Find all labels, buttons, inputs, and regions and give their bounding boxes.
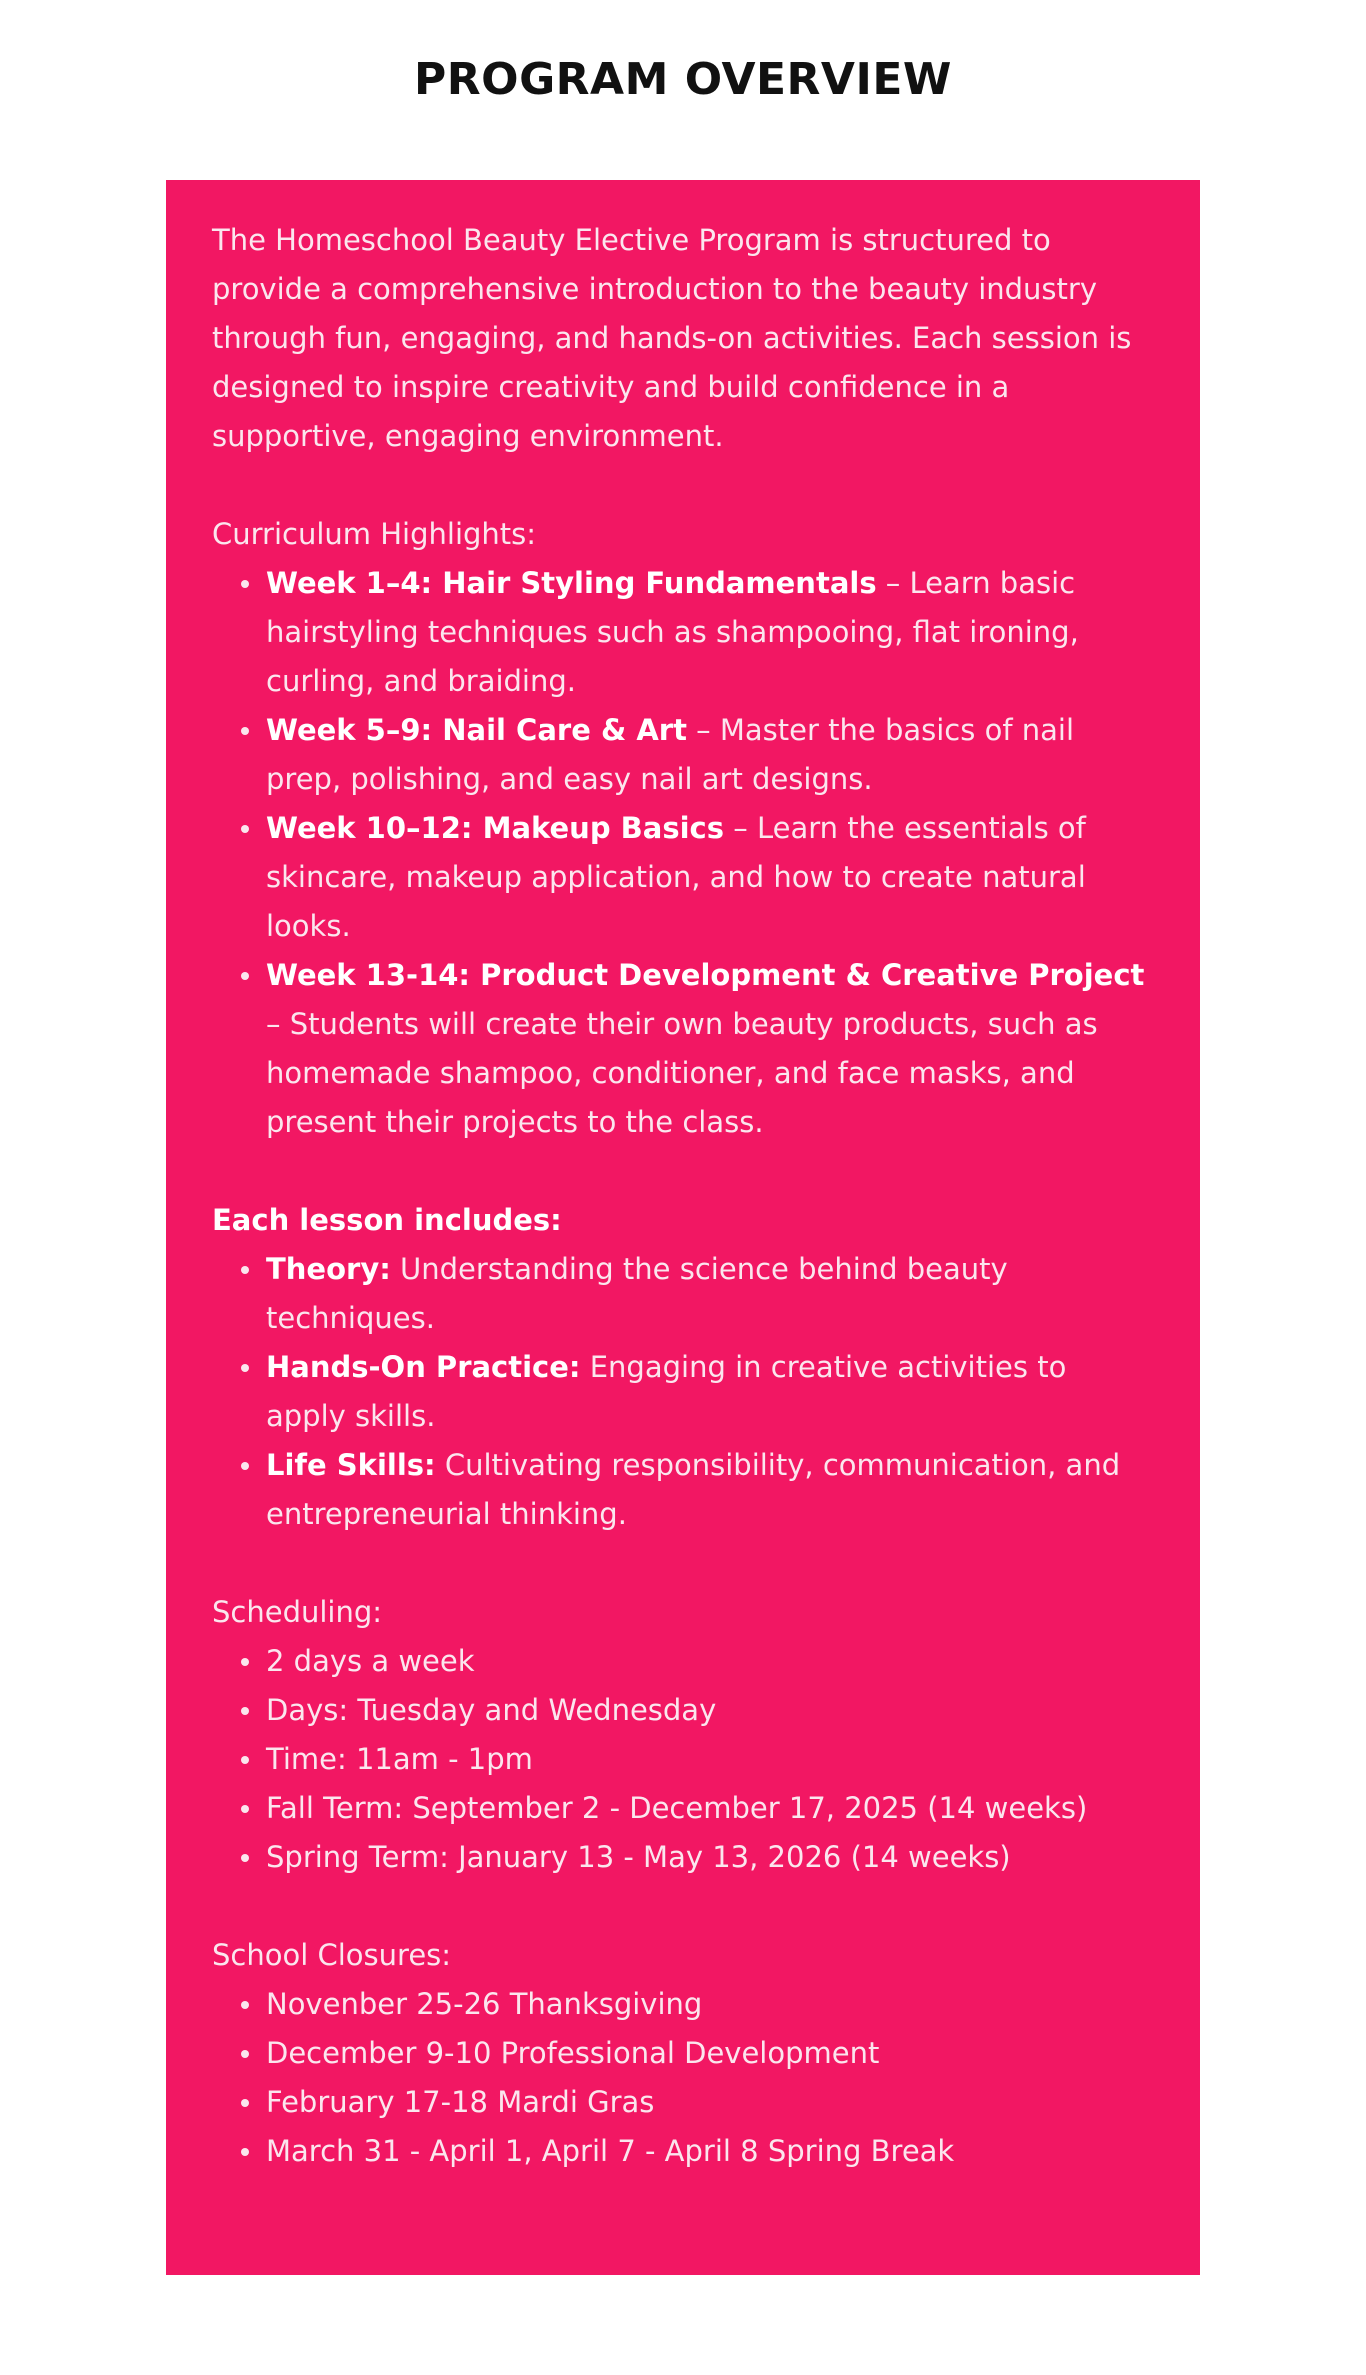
lesson-item-label: Theory:	[266, 1252, 391, 1286]
scheduling-item: Time: 11am - 1pm	[212, 1735, 1154, 1784]
scheduling-item: Fall Term: September 2 - December 17, 2025 (14 weeks)	[212, 1784, 1154, 1833]
lesson-item-text: Cultivating responsibility, communication, and entrepreneurial thinking.	[266, 1448, 1121, 1531]
curriculum-item-text: – Master the basics of nail prep, polishing, and easy nail art designs.	[266, 713, 1075, 796]
curriculum-item-text: – Students will create their own beauty products, such as homemade shampoo, conditioner, and face masks, and present their projects to the class.	[266, 1007, 1098, 1139]
closure-item: February 17-18 Mardi Gras	[212, 2078, 1154, 2127]
curriculum-item-week-1-4	[212, 559, 1154, 706]
curriculum-item-week-5-9	[212, 706, 1154, 804]
scheduling-item: Spring Term: January 13 - May 13, 2026 (14 weeks)	[212, 1833, 1154, 1882]
lesson-item-text: Engaging in creative activities to apply skills.	[266, 1350, 1067, 1433]
scheduling-heading: Scheduling:	[212, 1595, 383, 1629]
lesson-item-life-skills	[212, 1441, 1154, 1539]
lesson-item-theory	[212, 1245, 1154, 1343]
scheduling-item: 2 days a week	[212, 1637, 1154, 1686]
program-overview-panel	[166, 180, 1200, 2275]
curriculum-item-week-10-12	[212, 804, 1154, 951]
intro-paragraph: The Homeschool Beauty Elective Program is structured to provide a comprehensive introduction to the beauty industry through fun, engaging, and hands-on activities. Each session is designed to inspire creativity and build confidence in a supportive, engaging environment.	[212, 223, 1132, 453]
scheduling-list	[212, 1637, 1154, 1882]
scheduling-item: Days: Tuesday and Wednesday	[212, 1686, 1154, 1735]
closures-list	[212, 1980, 1154, 2176]
curriculum-item-text: – Learn the essentials of skincare, makeup application, and how to create natural looks.	[266, 811, 1086, 943]
closure-item: Novenber 25-26 Thanksgiving	[212, 1980, 1154, 2029]
lesson-item-label: Life Skills:	[266, 1448, 436, 1482]
lesson-item-label: Hands-On Practice:	[266, 1350, 581, 1384]
curriculum-heading: Curriculum Highlights:	[212, 517, 537, 551]
curriculum-item-label: Week 1–4: Hair Styling Fundamentals	[266, 566, 877, 600]
curriculum-item-week-13-14	[212, 951, 1154, 1147]
closure-item: December 9-10 Professional Development	[212, 2029, 1154, 2078]
lesson-item-hands-on	[212, 1343, 1154, 1441]
curriculum-item-label: Week 10–12: Makeup Basics	[266, 811, 725, 845]
curriculum-list	[212, 559, 1154, 1147]
curriculum-item-label: Week 5–9: Nail Care & Art	[266, 713, 687, 747]
lesson-heading: Each lesson includes:	[212, 1203, 562, 1237]
curriculum-item-text: – Learn basic hairstyling techniques such as shampooing, flat ironing, curling, and braiding.	[266, 566, 1079, 698]
closure-item: March 31 - April 1, April 7 - April 8 Spring Break	[212, 2127, 1154, 2176]
curriculum-item-label: Week 13-14: Product Development & Creative Project	[266, 958, 1145, 992]
closures-heading: School Closures:	[212, 1938, 452, 1972]
lesson-list	[212, 1245, 1154, 1539]
lesson-item-text: Understanding the science behind beauty techniques.	[266, 1252, 1008, 1335]
page-title: PROGRAM OVERVIEW	[414, 54, 952, 105]
